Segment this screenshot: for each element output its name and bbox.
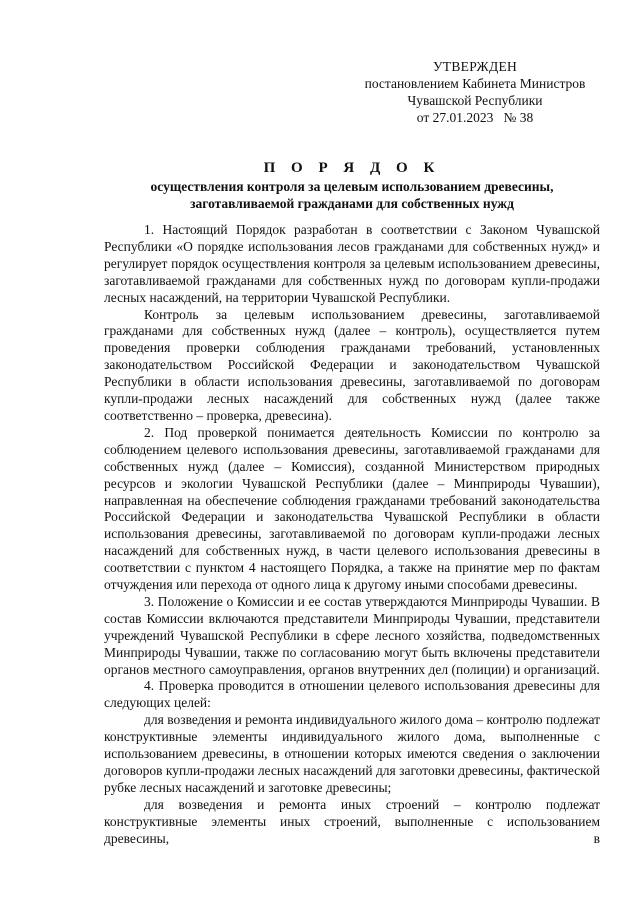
document-body xyxy=(104,222,600,848)
paragraph: для возведения и ремонта иных строений – контролю подлежат конструктивные элементы иных строений, выполненные с использованием древесины, в xyxy=(104,796,600,846)
title-subtitle-line-2: заготавливаемой гражданами для собственных нужд xyxy=(190,196,514,211)
title-main: П О Р Я Д О К xyxy=(263,160,441,176)
approval-line-1: постановлением Кабинета Министров xyxy=(364,76,586,91)
paragraph: Контроль за целевым использованием древесины, заготавливаемой гражданами для собственных нужд (далее – контроль), осуществляется путем проведения проверки соблюдения гражданами требований, установленных законодательством Российской Федерации и законодательством Чувашской Республики в области использования древесины, заготавливаемой по договорам купли-продажи лесных насаждений для собственных нужд (далее также соответственно – проверка, древесина). xyxy=(104,306,600,423)
paragraph: для возведения и ремонта индивидуального жилого дома – контролю подлежат конструктивные элементы индивидуального жилого дома, выполненные с использованием древесины, в отношении которых имеются сведения о заключении договоров купли-продажи лесных насаждений для заготовки древесины, фактической рубке лесных насаждений и заготовке древесины; xyxy=(104,712,600,795)
paragraph: 2. Под проверкой понимается деятельность Комиссии по контролю за соблюдением целевого использования древесины, заготавливаемой гражданами для собственных нужд (далее – Комиссия), созданной Министерством природных ресурсов и экологии Чувашской Республики (далее – Минприроды Чувашии), направленная на обеспечение соблюдения гражданами требований законодательства Российской Федерации и законодательства Чувашской Республики в области использования древесины, заготавливаемой по договорам купли-продажи лесных насаждений для собственных нужд, в части целевого использования древесины в соответствии с пунктом 4 настоящего Порядка, а также на принятие мер по фактам отчуждения или перехода от одного лица к другому иными способами древесины. xyxy=(104,424,600,593)
approval-line-3: от 27.01.2023 № 38 xyxy=(416,110,534,125)
paragraph: 3. Положение о Комиссии и ее состав утверждаются Минприроды Чувашии. В состав Комиссии включаются представители Минприроды Чувашии, представители учреждений Чувашской Республики в сфере лесного хозяйства, подведомственных Минприроды Чувашии, также по согласованию могут быть включены представители органов местного самоуправления, органов внутренних дел (полиции) и организаций. xyxy=(104,593,600,677)
paragraph: 1. Настоящий Порядок разработан в соответствии с Законом Чувашской Республики «О порядке использования лесов гражданами для собственных нужд» и регулирует порядок осуществления контроля за целевым использованием древесины, заготавливаемой гражданами для собственных нужд по договорам купли-продажи лесных насаждений, на территории Чувашской Республики. xyxy=(104,222,600,305)
paragraph: 4. Проверка проводится в отношении целевого использования древесины для следующих целей: xyxy=(104,678,600,711)
title-subtitle-line-1: осуществления контроля за целевым использованием древесины, xyxy=(150,179,554,194)
document-title xyxy=(104,158,600,212)
approval-stamp xyxy=(350,58,600,126)
approval-heading: УТВЕРЖДЕН xyxy=(432,59,518,74)
approval-line-2: Чувашской Республики xyxy=(407,93,543,108)
